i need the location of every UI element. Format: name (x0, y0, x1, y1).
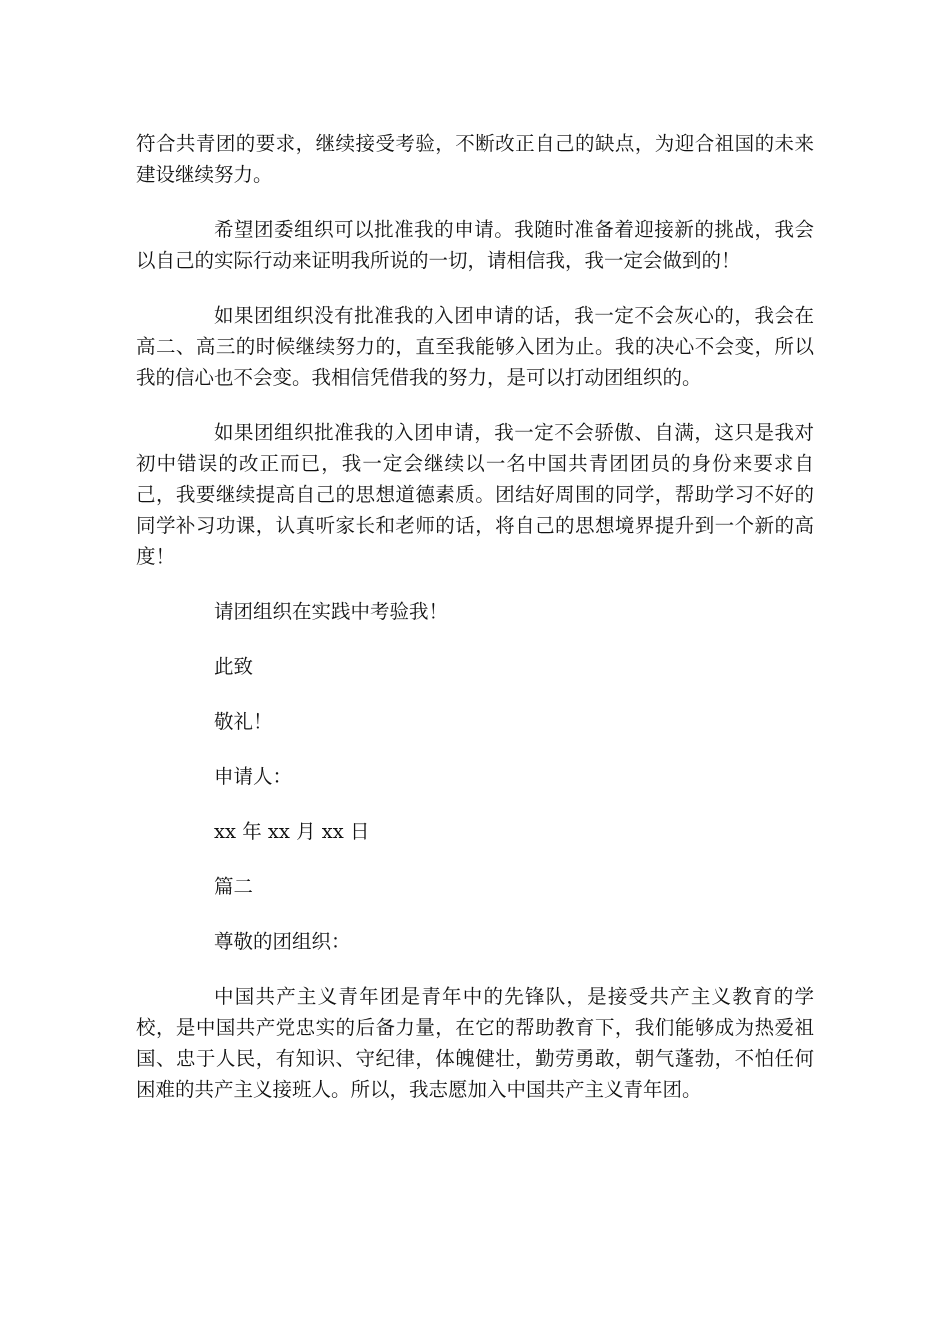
request-test-line: 请团组织在实践中考验我！ (214, 600, 449, 623)
section-heading-pian-er: 篇二 (214, 875, 254, 898)
paragraph-league-intro: 中国共产主义青年团是青年中的先锋队，是接受共产主义教育的学校，是中国共产党忠实的后备力量，在它的帮助教育下，我们能够成为热爱祖国、忠于人民，有知识、守纪律，体魄健壮，勤劳勇敢，朝气蓬勃，不怕任何困难的共产主义接班人。所以，我志愿加入中国共产主义青年团。 (136, 985, 814, 1101)
applicant-label: 申请人： (214, 765, 293, 788)
paragraph-continuation: 符合共青团的要求，继续接受考验，不断改正自己的缺点，为迎合祖国的未来建设继续努力。 (136, 132, 814, 186)
paragraph-if-not-approved: 如果团组织没有批准我的入团申请的话，我一定不会灰心的，我会在高二、高三的时候继续努力的，直至我能够入团为止。我的决心不会变，所以我的信心也不会变。我相信凭借我的努力，是可以打动团组织的。 (136, 304, 814, 389)
closing-cizhi: 此致 (214, 655, 254, 678)
date-line: xx 年 xx 月 xx 日 (214, 820, 370, 843)
paragraph-if-approved: 如果团组织批准我的入团申请，我一定不会骄傲、自满，这只是我对初中错误的改正而已，我一定会继续以一名中国共青团团员的身份来要求自己，我要继续提高自己的思想道德素质。团结好周围的同学，帮助学习不好的同学补习功课，认真听家长和老师的话，将自己的思想境界提升到一个新的高度！ (136, 421, 814, 568)
document-body (136, 128, 814, 1129)
salutation: 尊敬的团组织： (214, 930, 351, 953)
closing-jingli: 敬礼！ (214, 710, 273, 733)
paragraph-hope-approval: 希望团委组织可以批准我的申请。我随时准备着迎接新的挑战，我会以自己的实际行动来证明我所说的一切，请相信我，我一定会做到的！ (136, 218, 814, 272)
